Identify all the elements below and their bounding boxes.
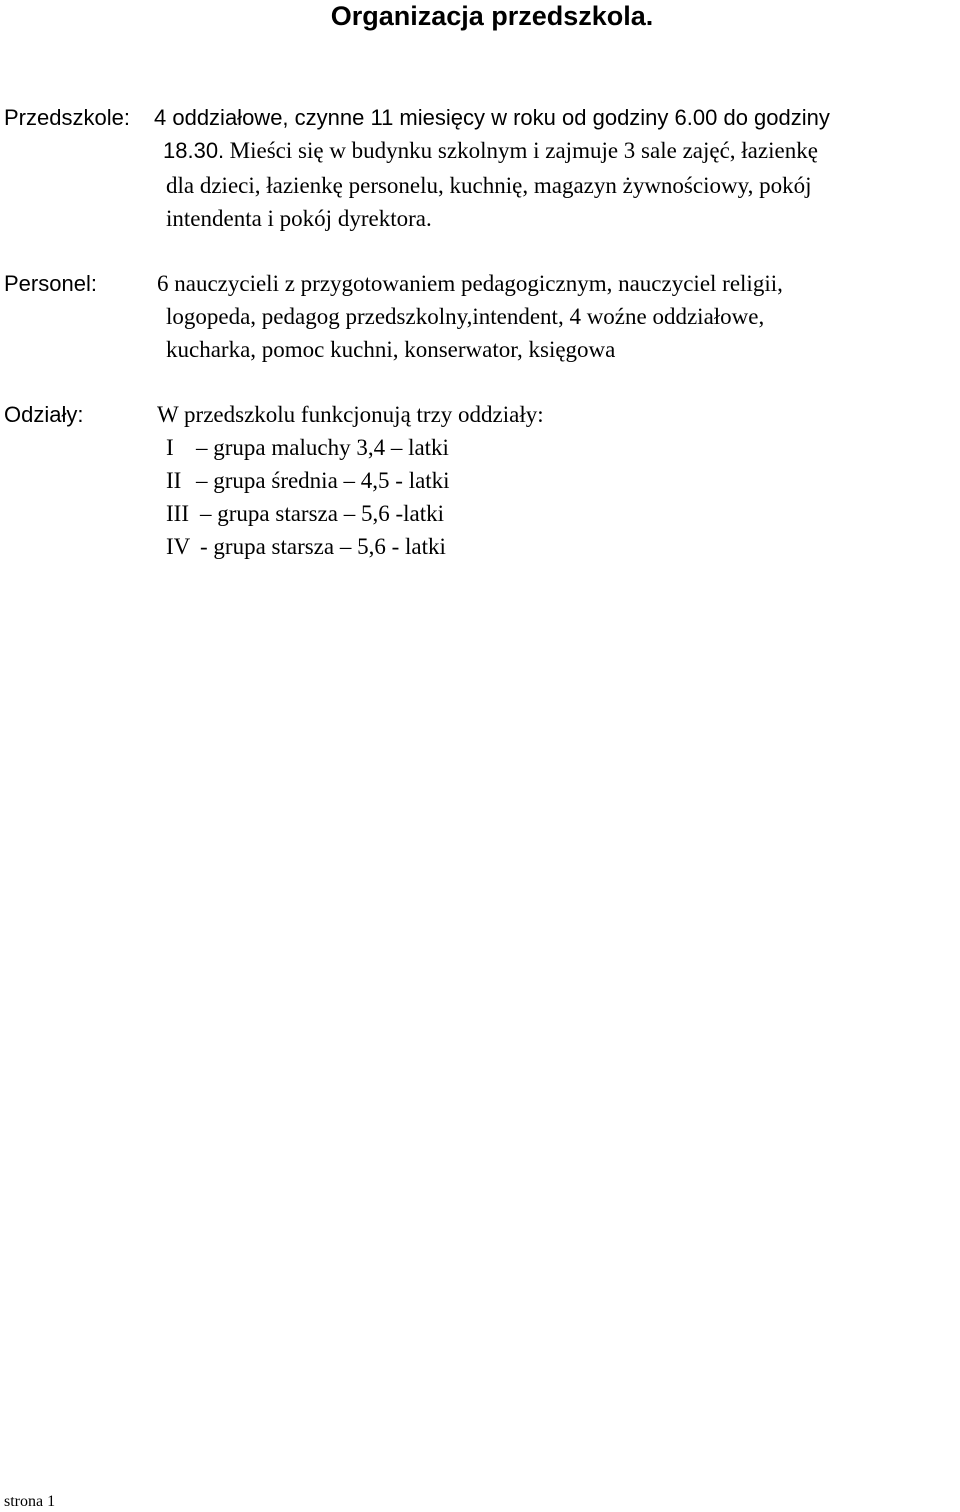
- oddzialy-label: Odziały:: [4, 402, 84, 427]
- personel-line-3: kucharka, pomoc kuchni, konserwator, księgowa: [166, 337, 616, 362]
- page-title: Organizacja przedszkola.: [330, 1, 654, 31]
- przedszkole-line-1: 4 oddziałowe, czynne 11 miesięcy w roku od godziny 6.00 do godziny: [154, 105, 830, 130]
- oddzial-text: – grupa średnia – 4,5 - latki: [196, 468, 450, 493]
- personel-line-2: logopeda, pedagog przedszkolny,intendent, 4 woźne oddziałowe,: [166, 304, 765, 329]
- przedszkole-line-3: dla dzieci, łazienkę personelu, kuchnię, magazyn żywnościowy, pokój: [166, 173, 812, 198]
- przedszkole-line-2-text: Mieści się w budynku szkolnym i zajmuje 3 sale zajęć, łazienkę: [229, 138, 818, 163]
- page-number: strona 1: [4, 1493, 56, 1510]
- przedszkole-label: Przedszkole:: [4, 105, 130, 130]
- przedszkole-line-2-hours: 18.30.: [163, 138, 225, 163]
- oddzial-number: III: [166, 501, 189, 526]
- oddzial-number: II: [166, 468, 182, 493]
- oddzial-text: – grupa starsza – 5,6 -latki: [200, 501, 444, 526]
- oddzial-number: IV: [166, 534, 191, 559]
- przedszkole-line-2: [163, 135, 818, 167]
- oddzial-row-1: [166, 432, 449, 464]
- oddzial-row-4: [166, 531, 446, 563]
- personel-label: Personel:: [4, 271, 97, 296]
- oddzialy-intro: W przedszkolu funkcjonują trzy oddziały:: [157, 402, 544, 427]
- oddzial-number: I: [166, 435, 174, 460]
- oddzial-row-3: [166, 498, 444, 530]
- oddzial-text: - grupa starsza – 5,6 - latki: [200, 534, 446, 559]
- oddzial-row-2: [166, 465, 450, 497]
- przedszkole-line-4: intendenta i pokój dyrektora.: [166, 206, 432, 231]
- personel-line-1: 6 nauczycieli z przygotowaniem pedagogicznym, nauczyciel religii,: [157, 271, 783, 296]
- oddzial-text: – grupa maluchy 3,4 – latki: [196, 435, 449, 460]
